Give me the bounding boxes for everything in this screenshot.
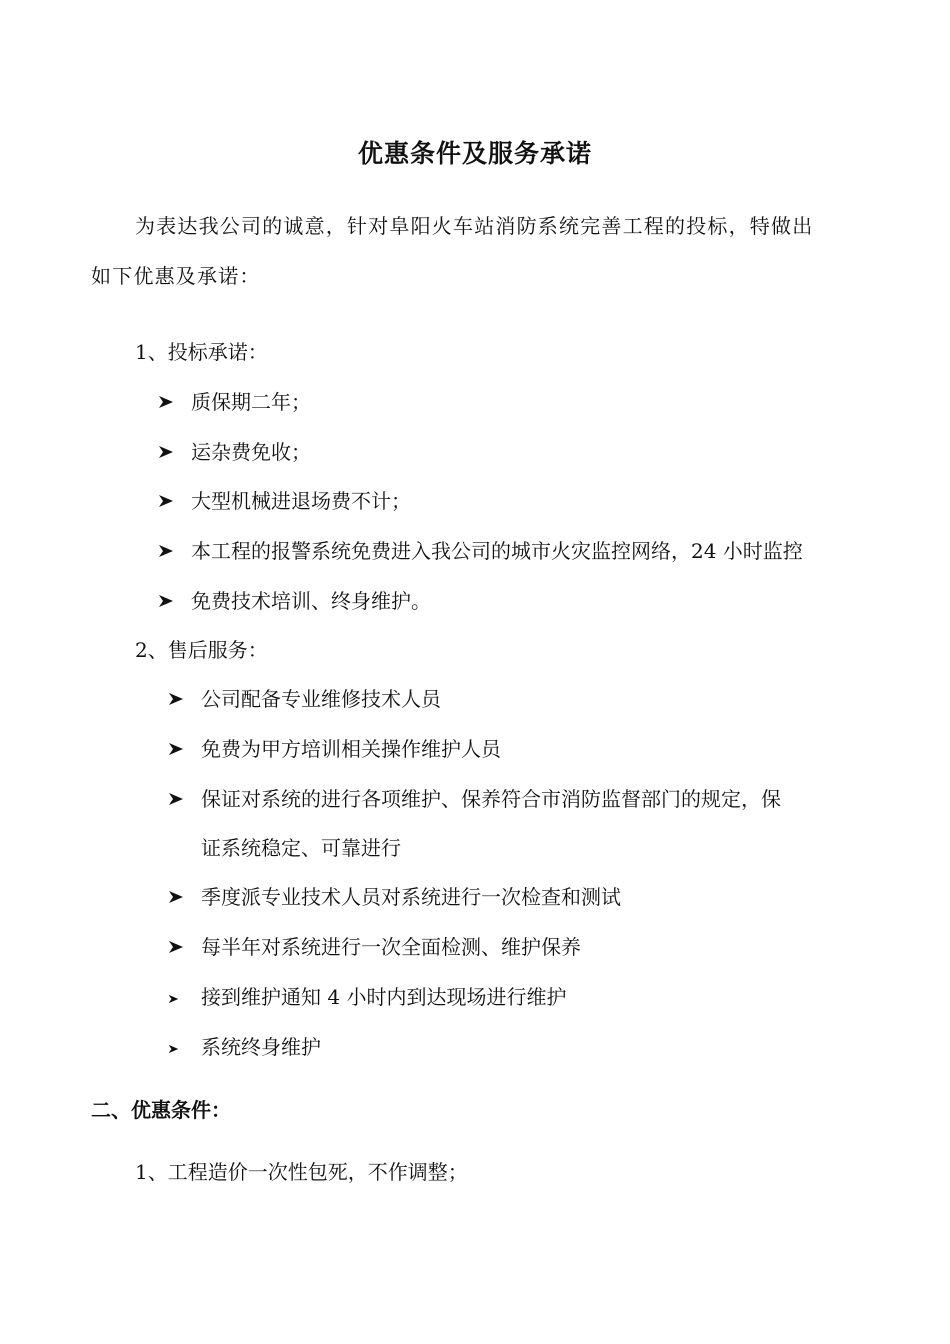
section-heading-bid-commitment: 1、投标承诺： xyxy=(135,340,268,364)
list-item xyxy=(168,983,567,1018)
arrow-bullet-icon xyxy=(168,933,188,961)
list-item xyxy=(158,438,311,473)
intro-line-2: 如下优惠及承诺： xyxy=(91,264,261,288)
list-item xyxy=(158,388,311,423)
list-item xyxy=(158,487,411,522)
list-item-text: 系统终身维护 xyxy=(201,1035,321,1059)
arrow-bullet-icon xyxy=(158,438,178,466)
list-item xyxy=(168,1033,321,1068)
discount-item: 1、工程造价一次性包死，不作调整； xyxy=(135,1160,468,1184)
list-item-text: 质保期二年； xyxy=(191,390,311,414)
list-item-text: 本工程的报警系统免费进入我公司的城市火灾监控网络，24 小时监控 xyxy=(191,539,803,563)
list-item-text: 季度派专业技术人员对系统进行一次检查和测试 xyxy=(201,885,621,909)
list-item xyxy=(168,685,441,720)
arrow-bullet-icon xyxy=(168,983,188,1011)
arrow-bullet-icon xyxy=(168,785,188,813)
arrow-bullet-icon xyxy=(168,735,188,763)
list-item xyxy=(168,785,781,820)
list-item xyxy=(168,883,621,918)
list-item xyxy=(158,537,803,572)
list-item-text: 每半年对系统进行一次全面检测、维护保养 xyxy=(201,935,581,959)
list-item-text: 运杂费免收； xyxy=(191,440,311,464)
list-item-text: 公司配备专业维修技术人员 xyxy=(201,687,441,711)
list-item xyxy=(158,587,431,622)
arrow-bullet-icon xyxy=(158,388,178,416)
list-item-text: 大型机械进退场费不计； xyxy=(191,489,411,513)
section-heading-discount-terms: 二、优惠条件： xyxy=(91,1098,231,1122)
list-item xyxy=(168,933,581,968)
list-item xyxy=(168,735,501,770)
list-item-text: 接到维护通知 4 小时内到达现场进行维护 xyxy=(201,985,567,1009)
arrow-bullet-icon xyxy=(158,487,178,515)
arrow-bullet-icon xyxy=(158,587,178,615)
arrow-bullet-icon xyxy=(168,883,188,911)
list-item-text: 免费为甲方培训相关操作维护人员 xyxy=(201,737,501,761)
arrow-bullet-icon xyxy=(158,537,178,565)
list-item-text: 保证对系统的进行各项维护、保养符合市消防监督部门的规定，保 xyxy=(201,787,781,811)
list-item-continuation: 证系统稳定、可靠进行 xyxy=(201,836,401,860)
arrow-bullet-icon xyxy=(168,685,188,713)
list-item-text: 免费技术培训、终身维护。 xyxy=(191,589,431,613)
page-title: 优惠条件及服务承诺 xyxy=(357,139,592,168)
section-heading-after-sales: 2、售后服务： xyxy=(135,638,268,662)
intro-line-1: 为表达我公司的诚意，针对阜阳火车站消防系统完善工程的投标，特做出 xyxy=(135,214,814,238)
arrow-bullet-icon xyxy=(168,1033,188,1061)
